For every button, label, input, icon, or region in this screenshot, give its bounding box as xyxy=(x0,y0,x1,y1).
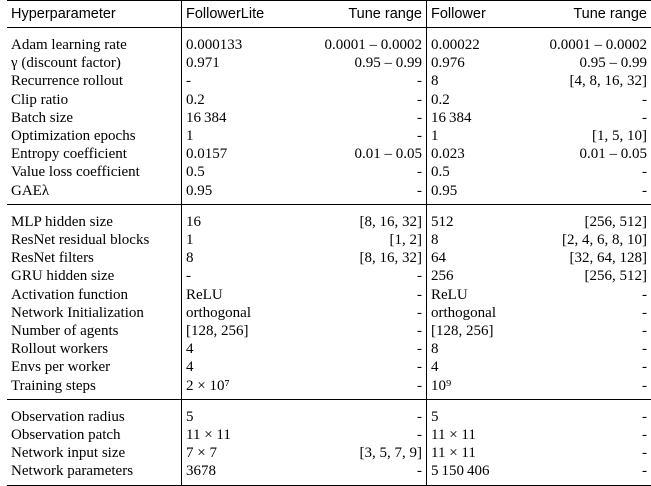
followerlite-range: [3, 5, 7, 9] xyxy=(359,445,422,462)
spacer-cell xyxy=(7,204,182,213)
follower-value: 11 × 11 xyxy=(427,426,518,444)
spacer-cell xyxy=(517,399,651,408)
group-spacer xyxy=(7,204,651,213)
table-row xyxy=(7,286,651,304)
param-name: GAEλ xyxy=(11,182,50,199)
followerlite-value: - xyxy=(182,267,291,285)
followerlite-range: - xyxy=(417,304,422,321)
followerlite-range: - xyxy=(417,377,422,394)
follower-range: [256, 512] xyxy=(584,213,647,230)
hyperparameter-table xyxy=(7,0,647,486)
follower-range: - xyxy=(642,323,647,340)
followerlite-value: 0.2 xyxy=(182,91,291,109)
table-row xyxy=(7,231,651,249)
followerlite-range: - xyxy=(417,341,422,358)
spacer-cell xyxy=(427,28,518,37)
follower-value: 256 xyxy=(427,267,518,285)
table-row xyxy=(7,182,651,205)
follower-value: 10⁹ xyxy=(427,377,518,400)
spacer-cell xyxy=(517,28,651,37)
header-tune-range-1: Tune range xyxy=(348,6,422,22)
followerlite-value: 4 xyxy=(182,358,291,376)
table-row xyxy=(7,462,651,485)
table-row xyxy=(7,377,651,400)
table-row xyxy=(7,91,651,109)
table-row xyxy=(7,72,651,90)
table-row xyxy=(7,36,651,54)
spacer-cell xyxy=(427,399,518,408)
followerlite-range: - xyxy=(417,408,422,425)
followerlite-value: 0.95 xyxy=(182,182,291,205)
follower-range: [1, 5, 10] xyxy=(592,128,647,145)
follower-range: - xyxy=(642,427,647,444)
header-followerlite: FollowerLite xyxy=(182,1,291,28)
follower-range: [32, 64, 128] xyxy=(569,250,647,267)
spacer-cell xyxy=(290,204,427,213)
param-name: Activation function xyxy=(11,286,129,303)
followerlite-value: 1 xyxy=(182,231,291,249)
followerlite-range: - xyxy=(417,128,422,145)
table-row xyxy=(7,358,651,376)
followerlite-range: - xyxy=(417,164,422,181)
followerlite-value: 5 xyxy=(182,408,291,426)
follower-value: 0.2 xyxy=(427,91,518,109)
follower-range: - xyxy=(642,445,647,462)
table-row xyxy=(7,444,651,462)
followerlite-range: 0.95 – 0.99 xyxy=(354,55,422,72)
follower-range: 0.95 – 0.99 xyxy=(579,55,647,72)
follower-range: - xyxy=(642,164,647,181)
param-name: Training steps xyxy=(11,377,96,394)
follower-value: ReLU xyxy=(427,286,518,304)
spacer-cell xyxy=(290,28,427,37)
table-row xyxy=(7,109,651,127)
follower-range: - xyxy=(642,91,647,108)
followerlite-range: 0.0001 – 0.0002 xyxy=(324,37,422,53)
follower-range: - xyxy=(642,377,647,394)
follower-range: - xyxy=(642,463,647,480)
followerlite-value: 0.971 xyxy=(182,54,291,72)
header-tune-range-2: Tune range xyxy=(573,6,647,22)
followerlite-value: 7 × 7 xyxy=(182,444,291,462)
followerlite-value: ReLU xyxy=(182,286,291,304)
follower-value: 8 xyxy=(427,231,518,249)
follower-value: 8 xyxy=(427,72,518,90)
follower-range: - xyxy=(642,341,647,358)
followerlite-value: 11 × 11 xyxy=(182,426,291,444)
param-name: Number of agents xyxy=(11,323,119,340)
follower-value: [128, 256] xyxy=(427,322,518,340)
param-name: Batch size xyxy=(11,109,74,126)
follower-value: 0.95 xyxy=(427,182,518,205)
followerlite-value: 0.000133 xyxy=(182,36,291,54)
follower-value: 5 150 406 xyxy=(427,462,518,485)
table-row xyxy=(7,426,651,444)
follower-range: 0.01 – 0.05 xyxy=(579,146,647,163)
spacer-cell xyxy=(182,28,291,37)
table-row xyxy=(7,163,651,181)
followerlite-value: 16 xyxy=(182,213,291,231)
param-name: ResNet filters xyxy=(11,250,94,267)
group-spacer xyxy=(7,399,651,408)
follower-value: 512 xyxy=(427,213,518,231)
spacer-cell xyxy=(7,28,182,37)
followerlite-value: 2 × 10⁷ xyxy=(182,377,291,400)
param-name: Entropy coefficient xyxy=(11,146,127,163)
follower-range: - xyxy=(642,304,647,321)
follower-range: [2, 4, 6, 8, 10] xyxy=(562,232,647,249)
spacer-cell xyxy=(182,204,291,213)
followerlite-value: 8 xyxy=(182,249,291,267)
header-hyperparameter: Hyperparameter xyxy=(11,6,116,22)
table-body xyxy=(7,28,651,486)
header-follower: Follower xyxy=(427,1,518,28)
table-row xyxy=(7,267,651,285)
table xyxy=(7,0,651,486)
param-name: MLP hidden size xyxy=(11,213,113,230)
followerlite-value: 0.0157 xyxy=(182,145,291,163)
follower-range: [256, 512] xyxy=(584,268,647,285)
follower-range: - xyxy=(642,286,647,303)
followerlite-value: [128, 256] xyxy=(182,322,291,340)
param-name: Network parameters xyxy=(11,463,134,480)
follower-range: - xyxy=(642,408,647,425)
param-name: Clip ratio xyxy=(11,91,69,108)
followerlite-value: - xyxy=(182,72,291,90)
follower-value: 0.023 xyxy=(427,145,518,163)
follower-value: 0.5 xyxy=(427,163,518,181)
followerlite-range: - xyxy=(417,109,422,126)
followerlite-range: - xyxy=(417,323,422,340)
followerlite-range: [8, 16, 32] xyxy=(359,213,422,230)
group-spacer xyxy=(7,28,651,37)
followerlite-range: 0.01 – 0.05 xyxy=(354,146,422,163)
follower-value: 0.976 xyxy=(427,54,518,72)
param-name: γ (discount factor) xyxy=(11,55,121,72)
followerlite-range: - xyxy=(417,359,422,376)
param-name: Network input size xyxy=(11,445,126,462)
follower-value: 16 384 xyxy=(427,109,518,127)
follower-range: [4, 8, 16, 32] xyxy=(569,73,647,90)
table-row xyxy=(7,249,651,267)
param-name: Adam learning rate xyxy=(11,37,127,53)
param-name: Value loss coefficient xyxy=(11,164,140,181)
param-name: ResNet residual blocks xyxy=(11,232,150,249)
table-row xyxy=(7,304,651,322)
table-row xyxy=(7,54,651,72)
spacer-cell xyxy=(182,399,291,408)
followerlite-range: - xyxy=(417,463,422,480)
param-name: Network Initialization xyxy=(11,304,144,321)
follower-value: 8 xyxy=(427,340,518,358)
follower-value: 0.00022 xyxy=(427,36,518,54)
followerlite-value: orthogonal xyxy=(182,304,291,322)
param-name: Optimization epochs xyxy=(11,128,136,145)
followerlite-value: 4 xyxy=(182,340,291,358)
header-row xyxy=(7,1,651,28)
param-name: Recurrence rollout xyxy=(11,73,124,90)
followerlite-range: - xyxy=(417,91,422,108)
spacer-cell xyxy=(517,204,651,213)
follower-value: 1 xyxy=(427,127,518,145)
param-name: Envs per worker xyxy=(11,359,111,376)
table-row xyxy=(7,408,651,426)
param-name: GRU hidden size xyxy=(11,268,115,285)
table-row xyxy=(7,322,651,340)
follower-range: - xyxy=(642,359,647,376)
param-name: Rollout workers xyxy=(11,341,109,358)
follower-value: 64 xyxy=(427,249,518,267)
param-name: Observation radius xyxy=(11,408,125,425)
follower-value: 5 xyxy=(427,408,518,426)
follower-range: 0.0001 – 0.0002 xyxy=(549,37,647,53)
param-name: Observation patch xyxy=(11,427,121,444)
table-row xyxy=(7,340,651,358)
spacer-cell xyxy=(290,399,427,408)
follower-value: 11 × 11 xyxy=(427,444,518,462)
followerlite-value: 1 xyxy=(182,127,291,145)
table-row xyxy=(7,145,651,163)
follower-value: orthogonal xyxy=(427,304,518,322)
followerlite-value: 0.5 xyxy=(182,163,291,181)
followerlite-range: - xyxy=(417,268,422,285)
spacer-cell xyxy=(427,204,518,213)
followerlite-range: - xyxy=(417,182,422,199)
table-row xyxy=(7,127,651,145)
followerlite-range: [1, 2] xyxy=(389,232,422,249)
followerlite-range: - xyxy=(417,427,422,444)
spacer-cell xyxy=(7,399,182,408)
follower-range: - xyxy=(642,109,647,126)
followerlite-value: 3678 xyxy=(182,462,291,485)
table-row xyxy=(7,213,651,231)
follower-range: - xyxy=(642,182,647,199)
follower-value: 4 xyxy=(427,358,518,376)
followerlite-value: 16 384 xyxy=(182,109,291,127)
followerlite-range: - xyxy=(417,73,422,90)
followerlite-range: [8, 16, 32] xyxy=(359,250,422,267)
followerlite-range: - xyxy=(417,286,422,303)
